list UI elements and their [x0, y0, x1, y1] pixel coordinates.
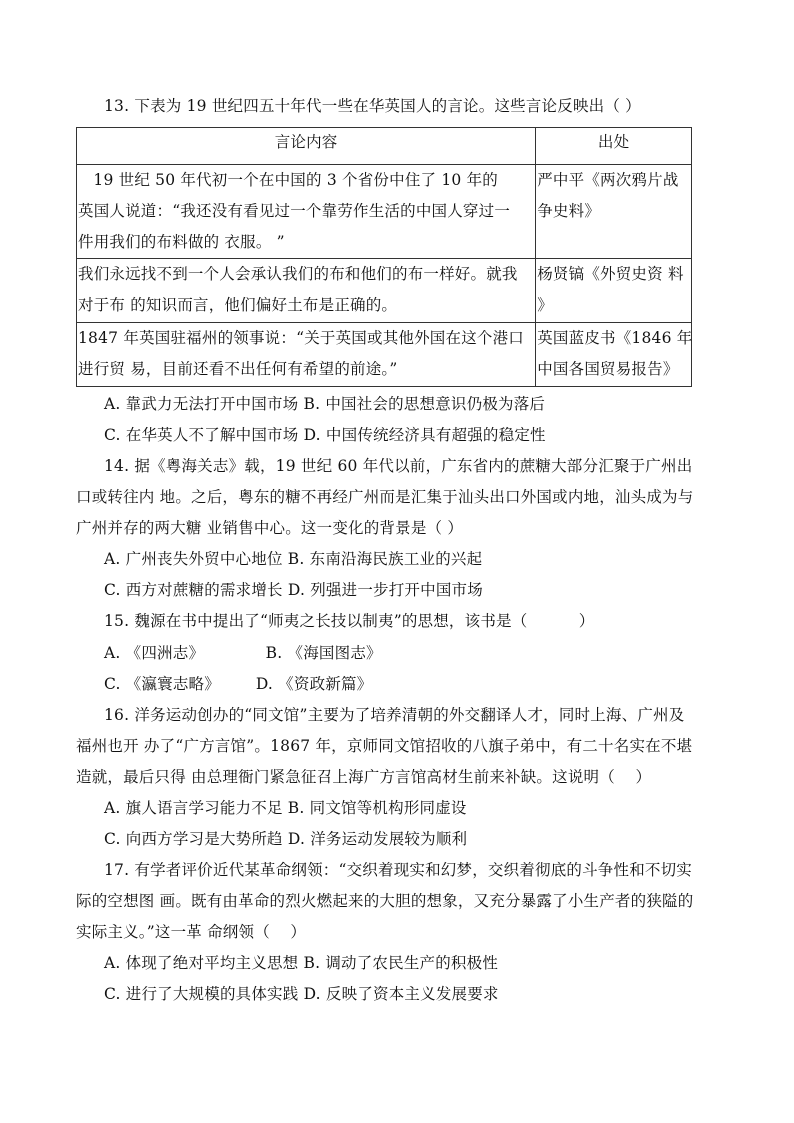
table-header-row: [77, 128, 692, 165]
q17-stem-line: 17. 有学者评价近代某革命纲领：“交织着现实和幻梦，交织着彻底的斗争性和不切实: [104, 861, 693, 879]
q14-stem-line: 14. 据《粤海关志》载，19 世纪 60 年代以前，广东省内的蔗糖大部分汇聚于广州出: [104, 457, 693, 475]
q16-option-cd: C. 向西方学习是大势所趋 D. 洋务运动发展较为顺利: [104, 830, 468, 848]
table-header-source: 出处: [536, 128, 692, 165]
cell-line: 》: [537, 296, 553, 314]
q13-option-cd: C. 在华英人不了解中国市场 D. 中国传统经济具有超强的稳定性: [104, 426, 546, 444]
cell-line: 进行贸 易，目前还看不出任何有希望的前途。”: [78, 360, 398, 378]
table-row: [77, 323, 692, 387]
table-cell-content: [77, 323, 536, 387]
q16-stem-line: 16. 洋务运动创办的“同文馆”主要为了培养清朝的外交翻译人才，同时上海、广州及: [104, 706, 685, 724]
q14-option-ab: A. 广州丧失外贸中心地位 B. 东南沿海民族工业的兴起: [104, 550, 483, 568]
cell-line: 严中平《两次鸦片战: [537, 171, 679, 189]
q13-stem: 13. 下表为 19 世纪四五十年代一些在华英国人的言论。这些言论反映出（ ）: [104, 97, 641, 115]
cell-line: 杨贤镐《外贸史资 料: [537, 265, 684, 283]
q16-stem-line: 造就，最后只得 由总理衙门紧急征召上海广方言馆高材生前来补缺。这说明（ ）: [76, 768, 652, 786]
q16-stem-line: 福州也开 办了“广方言馆”。1867 年，京师同文馆招收的八旗子弟中，有二十名实在不堪: [76, 737, 693, 755]
table-row: [77, 259, 692, 323]
table-cell-source: [536, 323, 692, 387]
q15-option-cd: C. 《瀛寰志略》 D. 《资政新篇》: [104, 675, 373, 693]
q15-option-ab: A. 《四洲志》 B. 《海国图志》: [104, 644, 382, 662]
table-header-content: 言论内容: [77, 128, 536, 165]
q16-option-ab: A. 旗人语言学习能力不足 B. 同文馆等机构形同虚设: [104, 799, 467, 817]
cell-line: 中国各国贸易报告》: [537, 360, 679, 378]
quote-table: [76, 127, 692, 387]
q17-option-cd: C. 进行了大规模的具体实践 D. 反映了资本主义发展要求: [104, 985, 499, 1003]
q14-stem-line: 口或转往内 地。之后，粤东的糖不再经广州而是汇集于汕头出口外国或内地，汕头成为与: [76, 488, 694, 506]
q17-stem-line: 实际主义。”这一革 命纲领（ ）: [76, 923, 307, 941]
table-cell-content: [77, 259, 536, 323]
table-row: [77, 165, 692, 259]
cell-line: 英国人说道：“我还没有看见过一个靠劳作生活的中国人穿过一: [78, 202, 511, 220]
q13-option-ab: A. 靠武力无法打开中国市场 B. 中国社会的思想意识仍极为落后: [104, 395, 546, 413]
table-cell-source: [536, 165, 692, 259]
q17-option-ab: A. 体现了绝对平均主义思想 B. 调动了农民生产的积极性: [104, 954, 499, 972]
cell-line: 对于布 的知识而言，他们偏好土布是正确的。: [78, 296, 398, 314]
table-cell-content: [77, 165, 536, 259]
cell-line: 件用我们的布料做的 衣服。 ”: [78, 233, 285, 251]
q14-stem-line: 广州并存的两大糖 业销售中心。这一变化的背景是（ ）: [76, 519, 464, 537]
cell-line: 争史料》: [537, 202, 601, 220]
cell-line: 1847 年英国驻福州的领事说：“关于英国或其他外国在这个港口: [78, 329, 524, 347]
q15-stem: 15. 魏源在书中提出了“师夷之长技以制夷”的思想，该书是（ ）: [104, 612, 595, 630]
cell-line: 英国蓝皮书《1846 年: [537, 329, 693, 347]
table-cell-source: [536, 259, 692, 323]
cell-line: 19 世纪 50 年代初一个在中国的 3 个省份中住了 10 年的: [78, 171, 499, 189]
cell-line: 我们永远找不到一个人会承认我们的布和他们的布一样好。就我: [78, 265, 518, 283]
q14-option-cd: C. 西方对蔗糖的需求增长 D. 列强进一步打开中国市场: [104, 581, 483, 599]
q17-stem-line: 际的空想图 画。既有由革命的烈火燃起来的大胆的想象，又充分暴露了小生产者的狭隘的: [76, 892, 694, 910]
